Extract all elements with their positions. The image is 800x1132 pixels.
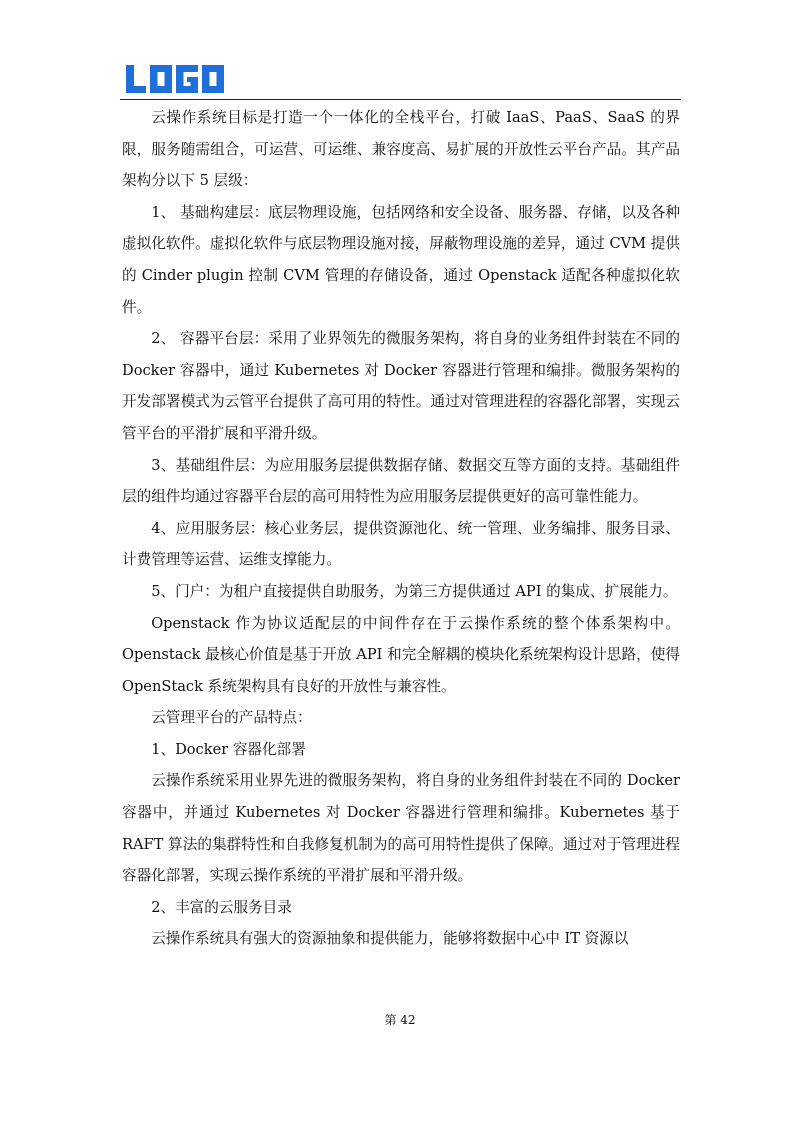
- layer-1-paragraph: 1、 基础构建层：底层物理设施，包括网络和安全设备、服务器、存储，以及各种虚拟化软件。虚拟化软件与底层物理设施对接，屏蔽物理设施的差异，通过 CVM 提供的 Cinder plugin 控制 CVM 管理的存储设备，通过 Openstack 适配各种虚拟化软件。: [122, 203, 680, 316]
- logo: [124, 62, 228, 96]
- page-number: 第 42: [384, 1013, 416, 1027]
- logo-lettering: [126, 65, 224, 93]
- layer-5-paragraph: 5、门户：为租户直接提供自助服务，为第三方提供通过 API 的集成、扩展能力。: [151, 582, 678, 600]
- layer-4-paragraph: 4、应用服务层：核心业务层，提供资源池化、统一管理、业务编排、服务目录、计费管理等运营、运维支撑能力。: [122, 519, 680, 569]
- header-rule: [120, 99, 681, 100]
- feature-1-heading: 1、Docker 容器化部署: [151, 740, 306, 758]
- intro-paragraph: 云操作系统目标是打造一个一体化的全栈平台，打破 IaaS、PaaS、SaaS 的界限，服务随需组合，可运营、可运维、兼容度高、易扩展的开放性云平台产品。其产品架构分以下 5 层级：: [122, 109, 680, 190]
- document-body: [122, 102, 680, 955]
- features-heading: 云管理平台的产品特点：: [151, 709, 312, 727]
- layer-3-paragraph: 3、基础组件层：为应用服务层提供数据存储、数据交互等方面的支持。基础组件层的组件均通过容器平台层的高可用特性为应用服务层提供更好的高可靠性能力。: [122, 456, 680, 506]
- feature-2-paragraph: 云操作系统具有强大的资源抽象和提供能力，能够将数据中心中 IT 资源以: [151, 930, 629, 948]
- feature-2-heading: 2、丰富的云服务目录: [151, 898, 292, 916]
- layer-2-paragraph: 2、 容器平台层：采用了业界领先的微服务架构，将自身的业务组件封装在不同的 Docker 容器中，通过 Kubernetes 对 Docker 容器进行管理和编排。微服务架构的开发部署模式为云管平台提供了高可用的特性。通过对管理进程的容器化部署，实现云管平台的平滑扩展和平滑升级。: [122, 330, 680, 442]
- feature-1-paragraph: 云操作系统采用业界先进的微服务架构，将自身的业务组件封装在不同的 Docker 容器中，并通过 Kubernetes 对 Docker 容器进行管理和编排。Kubernetes 基于 RAFT 算法的集群特性和自我修复机制为的高可用特性提供了保障。通过对于管理进程容器化部署，实现云操作系统的平滑扩展和平滑升级。: [122, 772, 680, 885]
- openstack-paragraph: Openstack 作为协议适配层的中间件存在于云操作系统的整个体系架构中。Openstack 最核心价值是基于开放 API 和完全解耦的模块化系统架构设计思路，使得 OpenStack 系统架构具有良好的开放性与兼容性。: [122, 614, 680, 695]
